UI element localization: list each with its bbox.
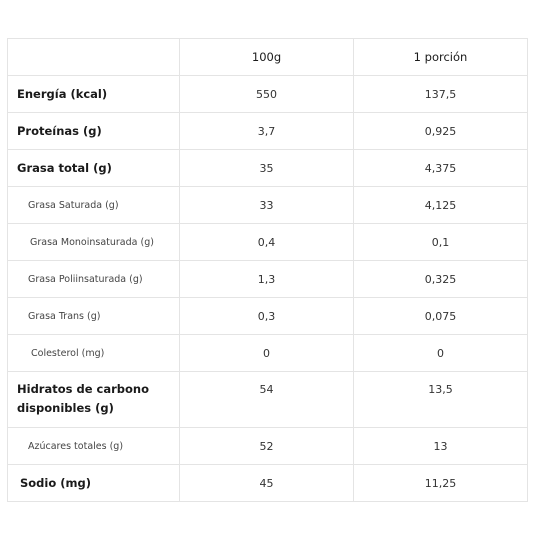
header-portion: 1 porción [354,39,528,76]
row-label: Grasa Poliinsaturada (g) [8,261,180,298]
row-value-portion: 4,375 [354,150,528,187]
row-label: Grasa Trans (g) [8,298,180,335]
row-label: Grasa Saturada (g) [8,187,180,224]
row-value-portion: 13 [354,428,528,465]
table-row [8,465,528,502]
row-value-portion: 137,5 [354,76,528,113]
row-value-100g: 35 [180,150,354,187]
row-value-100g: 0,4 [180,224,354,261]
row-value-100g: 33 [180,187,354,224]
row-label: Hidratos de carbono disponibles (g) [8,372,180,428]
row-value-100g: 3,7 [180,113,354,150]
row-label: Sodio (mg) [8,465,180,502]
table-row [8,187,528,224]
row-value-100g: 0 [180,335,354,372]
header-empty-cell [8,39,180,76]
table-row [8,372,528,428]
table-row [8,335,528,372]
row-value-100g: 45 [180,465,354,502]
row-value-portion: 0,925 [354,113,528,150]
row-value-portion: 0,1 [354,224,528,261]
table-row [8,150,528,187]
row-label: Proteínas (g) [8,113,180,150]
row-value-portion: 11,25 [354,465,528,502]
row-label: Colesterol (mg) [8,335,180,372]
nutrition-table [7,38,528,502]
row-value-100g: 550 [180,76,354,113]
table-row [8,224,528,261]
row-value-portion: 0,075 [354,298,528,335]
table-row [8,76,528,113]
header-100g: 100g [180,39,354,76]
row-label: Energía (kcal) [8,76,180,113]
table-row [8,113,528,150]
table-row [8,298,528,335]
row-label: Grasa total (g) [8,150,180,187]
row-value-portion: 0 [354,335,528,372]
row-label: Grasa Monoinsaturada (g) [8,224,180,261]
row-value-100g: 0,3 [180,298,354,335]
table-row [8,261,528,298]
row-value-100g: 54 [180,372,354,428]
row-value-portion: 4,125 [354,187,528,224]
row-value-100g: 52 [180,428,354,465]
table-header-row [8,39,528,76]
row-value-portion: 13,5 [354,372,528,428]
table-row [8,428,528,465]
row-value-portion: 0,325 [354,261,528,298]
row-label: Azúcares totales (g) [8,428,180,465]
row-value-100g: 1,3 [180,261,354,298]
